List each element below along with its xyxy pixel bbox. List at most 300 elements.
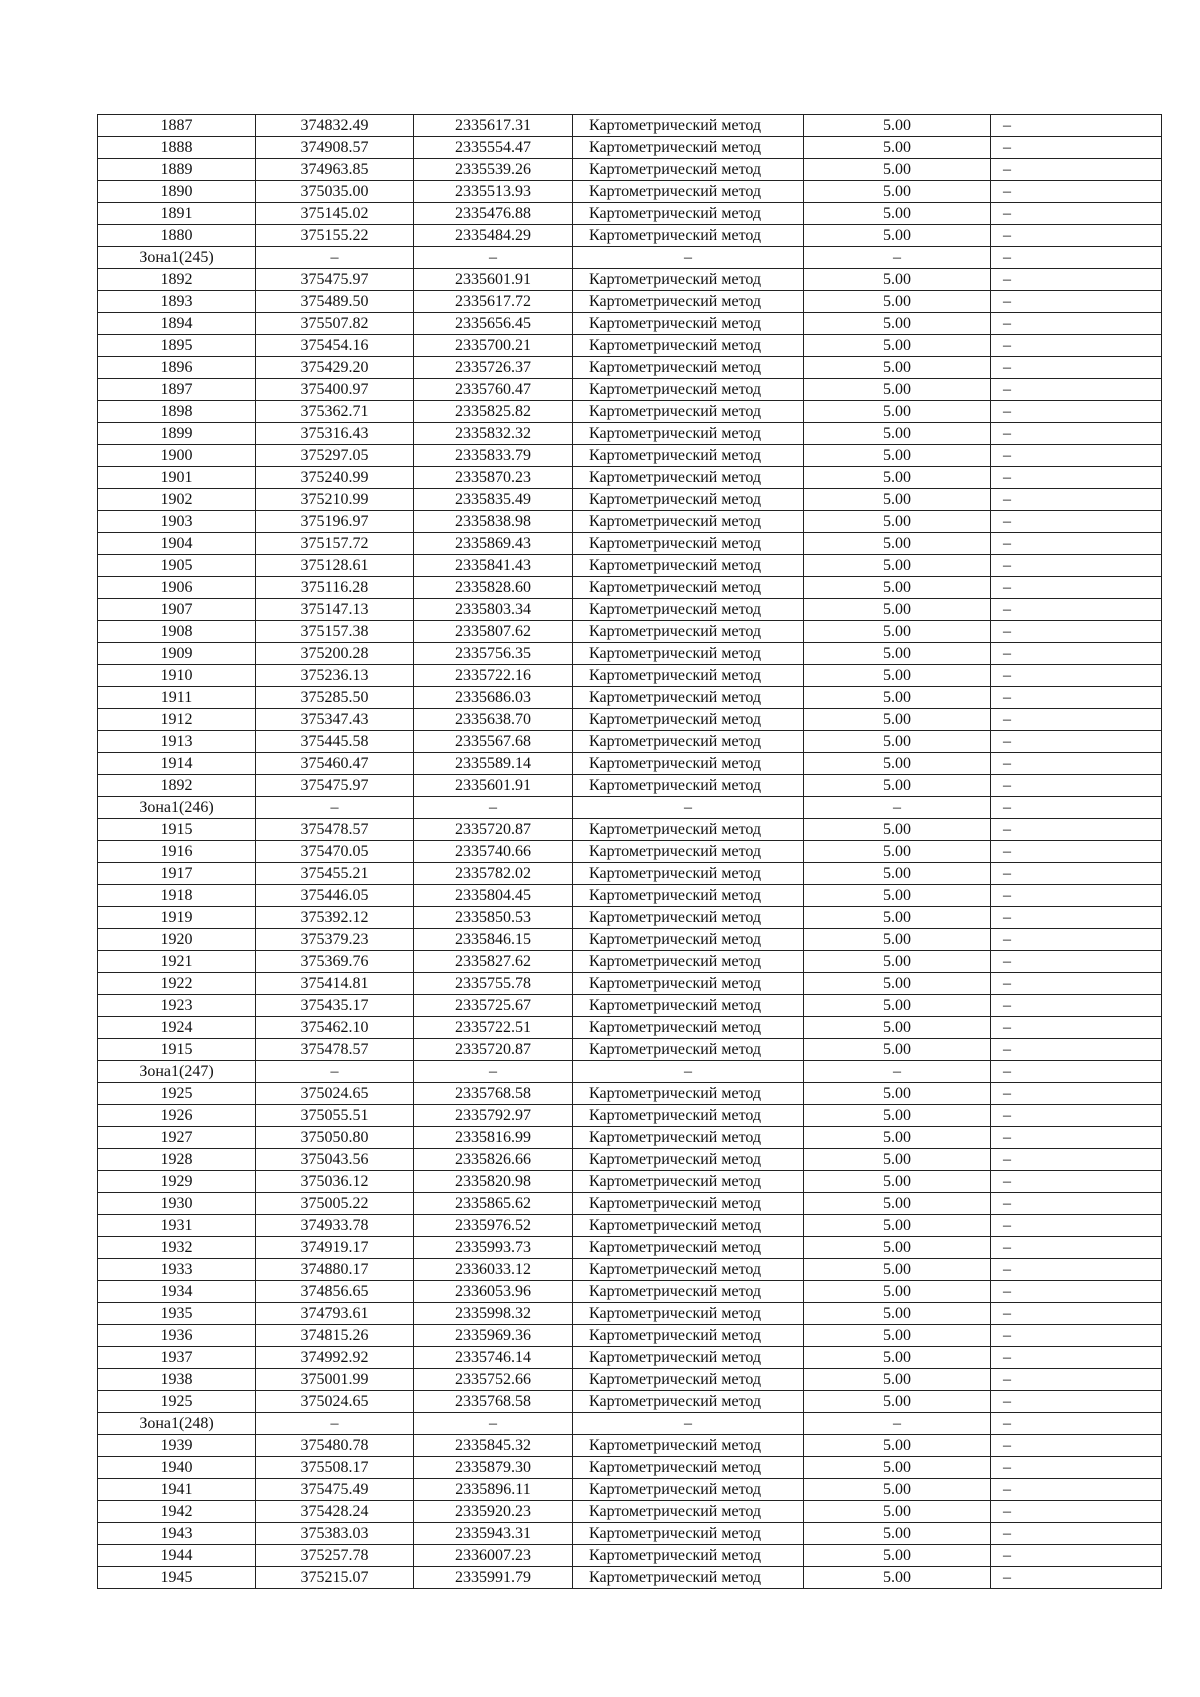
- note-cell: –: [991, 1193, 1162, 1215]
- point-id-cell: 1922: [98, 973, 256, 995]
- method-cell: Картометрический метод: [573, 1193, 804, 1215]
- y-coordinate-cell: 2335841.43: [414, 555, 573, 577]
- x-coordinate-cell: 375001.99: [256, 1369, 414, 1391]
- table-row: [98, 181, 1162, 203]
- table-row: [98, 137, 1162, 159]
- method-cell: Картометрический метод: [573, 1303, 804, 1325]
- note-cell: –: [991, 995, 1162, 1017]
- y-coordinate-cell: 2335755.78: [414, 973, 573, 995]
- point-id-cell: 1913: [98, 731, 256, 753]
- table-row: [98, 1501, 1162, 1523]
- table-row: [98, 1171, 1162, 1193]
- point-id-cell: 1939: [98, 1435, 256, 1457]
- accuracy-cell: 5.00: [804, 1347, 991, 1369]
- accuracy-cell: 5.00: [804, 467, 991, 489]
- method-cell: Картометрический метод: [573, 1171, 804, 1193]
- table-row: [98, 687, 1162, 709]
- x-coordinate-cell: –: [256, 1061, 414, 1083]
- y-coordinate-cell: 2335896.11: [414, 1479, 573, 1501]
- y-coordinate-cell: 2335833.79: [414, 445, 573, 467]
- table-row: [98, 401, 1162, 423]
- note-cell: –: [991, 291, 1162, 313]
- y-coordinate-cell: 2335827.62: [414, 951, 573, 973]
- table-row: [98, 951, 1162, 973]
- point-id-cell: 1929: [98, 1171, 256, 1193]
- x-coordinate-cell: 375478.57: [256, 819, 414, 841]
- y-coordinate-cell: 2335686.03: [414, 687, 573, 709]
- x-coordinate-cell: 375470.05: [256, 841, 414, 863]
- y-coordinate-cell: 2335740.66: [414, 841, 573, 863]
- accuracy-cell: 5.00: [804, 1193, 991, 1215]
- point-id-cell: 1902: [98, 489, 256, 511]
- note-cell: –: [991, 709, 1162, 731]
- x-coordinate-cell: 375200.28: [256, 643, 414, 665]
- x-coordinate-cell: –: [256, 247, 414, 269]
- method-cell: Картометрический метод: [573, 665, 804, 687]
- accuracy-cell: 5.00: [804, 1215, 991, 1237]
- table-row: [98, 621, 1162, 643]
- note-cell: –: [991, 269, 1162, 291]
- table-row: [98, 1457, 1162, 1479]
- method-cell: Картометрический метод: [573, 423, 804, 445]
- method-cell: Картометрический метод: [573, 1105, 804, 1127]
- accuracy-cell: –: [804, 1413, 991, 1435]
- point-id-cell: 1943: [98, 1523, 256, 1545]
- zone-header-row: [98, 247, 1162, 269]
- note-cell: –: [991, 775, 1162, 797]
- note-cell: –: [991, 137, 1162, 159]
- method-cell: Картометрический метод: [573, 225, 804, 247]
- point-id-cell: 1931: [98, 1215, 256, 1237]
- method-cell: Картометрический метод: [573, 1369, 804, 1391]
- y-coordinate-cell: 2335539.26: [414, 159, 573, 181]
- y-coordinate-cell: 2335825.82: [414, 401, 573, 423]
- table-row: [98, 1369, 1162, 1391]
- y-coordinate-cell: 2335816.99: [414, 1127, 573, 1149]
- table-row: [98, 379, 1162, 401]
- point-id-cell: 1933: [98, 1259, 256, 1281]
- table-row: [98, 1479, 1162, 1501]
- x-coordinate-cell: 375475.49: [256, 1479, 414, 1501]
- method-cell: Картометрический метод: [573, 621, 804, 643]
- coordinates-table: [97, 114, 1162, 1589]
- method-cell: –: [573, 797, 804, 819]
- note-cell: –: [991, 819, 1162, 841]
- accuracy-cell: 5.00: [804, 1017, 991, 1039]
- x-coordinate-cell: 375414.81: [256, 973, 414, 995]
- point-id-cell: 1919: [98, 907, 256, 929]
- accuracy-cell: 5.00: [804, 1369, 991, 1391]
- note-cell: –: [991, 621, 1162, 643]
- y-coordinate-cell: 2335993.73: [414, 1237, 573, 1259]
- method-cell: Картометрический метод: [573, 1127, 804, 1149]
- x-coordinate-cell: 374963.85: [256, 159, 414, 181]
- point-id-cell: 1908: [98, 621, 256, 643]
- point-id-cell: 1888: [98, 137, 256, 159]
- point-id-cell: 1917: [98, 863, 256, 885]
- note-cell: –: [991, 225, 1162, 247]
- y-coordinate-cell: 2335476.88: [414, 203, 573, 225]
- x-coordinate-cell: 374815.26: [256, 1325, 414, 1347]
- x-coordinate-cell: –: [256, 1413, 414, 1435]
- note-cell: –: [991, 929, 1162, 951]
- note-cell: –: [991, 247, 1162, 269]
- table-row: [98, 1325, 1162, 1347]
- table-row: [98, 1149, 1162, 1171]
- zone-header-row: [98, 797, 1162, 819]
- x-coordinate-cell: 375145.02: [256, 203, 414, 225]
- zone-header-row: [98, 1061, 1162, 1083]
- point-id-cell: 1915: [98, 1039, 256, 1061]
- method-cell: Картометрический метод: [573, 357, 804, 379]
- note-cell: –: [991, 1435, 1162, 1457]
- point-id-cell: 1935: [98, 1303, 256, 1325]
- x-coordinate-cell: 374832.49: [256, 115, 414, 137]
- note-cell: –: [991, 1281, 1162, 1303]
- y-coordinate-cell: 2335976.52: [414, 1215, 573, 1237]
- y-coordinate-cell: 2335513.93: [414, 181, 573, 203]
- point-id-cell: 1937: [98, 1347, 256, 1369]
- table-row: [98, 1303, 1162, 1325]
- point-id-cell: 1897: [98, 379, 256, 401]
- y-coordinate-cell: 2335991.79: [414, 1567, 573, 1589]
- point-id-cell: 1905: [98, 555, 256, 577]
- y-coordinate-cell: 2335722.16: [414, 665, 573, 687]
- accuracy-cell: 5.00: [804, 709, 991, 731]
- y-coordinate-cell: 2335484.29: [414, 225, 573, 247]
- y-coordinate-cell: 2335756.35: [414, 643, 573, 665]
- point-id-cell: 1906: [98, 577, 256, 599]
- note-cell: –: [991, 863, 1162, 885]
- accuracy-cell: 5.00: [804, 775, 991, 797]
- point-id-cell: 1889: [98, 159, 256, 181]
- table-row: [98, 709, 1162, 731]
- method-cell: Картометрический метод: [573, 1501, 804, 1523]
- y-coordinate-cell: 2335768.58: [414, 1083, 573, 1105]
- table-row: [98, 357, 1162, 379]
- accuracy-cell: 5.00: [804, 1391, 991, 1413]
- y-coordinate-cell: 2335870.23: [414, 467, 573, 489]
- table-row: [98, 1567, 1162, 1589]
- note-cell: –: [991, 1127, 1162, 1149]
- y-coordinate-cell: 2335782.02: [414, 863, 573, 885]
- method-cell: Картометрический метод: [573, 379, 804, 401]
- note-cell: –: [991, 599, 1162, 621]
- point-id-cell: Зона1(245): [98, 247, 256, 269]
- x-coordinate-cell: 375478.57: [256, 1039, 414, 1061]
- method-cell: Картометрический метод: [573, 687, 804, 709]
- method-cell: Картометрический метод: [573, 863, 804, 885]
- table-row: [98, 423, 1162, 445]
- x-coordinate-cell: 374793.61: [256, 1303, 414, 1325]
- accuracy-cell: 5.00: [804, 819, 991, 841]
- accuracy-cell: 5.00: [804, 599, 991, 621]
- note-cell: –: [991, 1347, 1162, 1369]
- point-id-cell: 1938: [98, 1369, 256, 1391]
- accuracy-cell: 5.00: [804, 907, 991, 929]
- point-id-cell: 1928: [98, 1149, 256, 1171]
- accuracy-cell: 5.00: [804, 1325, 991, 1347]
- x-coordinate-cell: 375362.71: [256, 401, 414, 423]
- accuracy-cell: 5.00: [804, 1127, 991, 1149]
- x-coordinate-cell: 375489.50: [256, 291, 414, 313]
- point-id-cell: 1944: [98, 1545, 256, 1567]
- y-coordinate-cell: 2335752.66: [414, 1369, 573, 1391]
- x-coordinate-cell: 375462.10: [256, 1017, 414, 1039]
- accuracy-cell: 5.00: [804, 1523, 991, 1545]
- method-cell: Картометрический метод: [573, 335, 804, 357]
- note-cell: –: [991, 951, 1162, 973]
- y-coordinate-cell: 2335850.53: [414, 907, 573, 929]
- point-id-cell: 1920: [98, 929, 256, 951]
- point-id-cell: 1921: [98, 951, 256, 973]
- note-cell: –: [991, 797, 1162, 819]
- x-coordinate-cell: 375257.78: [256, 1545, 414, 1567]
- note-cell: –: [991, 1523, 1162, 1545]
- table-row: [98, 1281, 1162, 1303]
- note-cell: –: [991, 1457, 1162, 1479]
- method-cell: –: [573, 247, 804, 269]
- y-coordinate-cell: 2335554.47: [414, 137, 573, 159]
- accuracy-cell: 5.00: [804, 313, 991, 335]
- point-id-cell: 1896: [98, 357, 256, 379]
- x-coordinate-cell: –: [256, 797, 414, 819]
- note-cell: –: [991, 445, 1162, 467]
- table-row: [98, 225, 1162, 247]
- table-row: [98, 533, 1162, 555]
- point-id-cell: 1900: [98, 445, 256, 467]
- accuracy-cell: 5.00: [804, 225, 991, 247]
- accuracy-cell: 5.00: [804, 137, 991, 159]
- point-id-cell: 1932: [98, 1237, 256, 1259]
- point-id-cell: 1899: [98, 423, 256, 445]
- accuracy-cell: 5.00: [804, 577, 991, 599]
- point-id-cell: 1895: [98, 335, 256, 357]
- x-coordinate-cell: 375043.56: [256, 1149, 414, 1171]
- accuracy-cell: 5.00: [804, 533, 991, 555]
- table-row: [98, 335, 1162, 357]
- accuracy-cell: 5.00: [804, 753, 991, 775]
- method-cell: Картометрический метод: [573, 401, 804, 423]
- accuracy-cell: 5.00: [804, 489, 991, 511]
- note-cell: –: [991, 423, 1162, 445]
- note-cell: –: [991, 973, 1162, 995]
- y-coordinate-cell: 2335722.51: [414, 1017, 573, 1039]
- y-coordinate-cell: 2335725.67: [414, 995, 573, 1017]
- y-coordinate-cell: 2335726.37: [414, 357, 573, 379]
- zone-header-row: [98, 1413, 1162, 1435]
- table-row: [98, 445, 1162, 467]
- method-cell: Картометрический метод: [573, 1325, 804, 1347]
- method-cell: Картометрический метод: [573, 1237, 804, 1259]
- accuracy-cell: 5.00: [804, 115, 991, 137]
- y-coordinate-cell: 2335845.32: [414, 1435, 573, 1457]
- method-cell: Картометрический метод: [573, 1259, 804, 1281]
- y-coordinate-cell: 2335746.14: [414, 1347, 573, 1369]
- x-coordinate-cell: 375392.12: [256, 907, 414, 929]
- accuracy-cell: 5.00: [804, 357, 991, 379]
- point-id-cell: 1934: [98, 1281, 256, 1303]
- accuracy-cell: 5.00: [804, 401, 991, 423]
- y-coordinate-cell: 2335865.62: [414, 1193, 573, 1215]
- note-cell: –: [991, 203, 1162, 225]
- accuracy-cell: 5.00: [804, 511, 991, 533]
- method-cell: Картометрический метод: [573, 489, 804, 511]
- method-cell: Картометрический метод: [573, 731, 804, 753]
- method-cell: Картометрический метод: [573, 1083, 804, 1105]
- accuracy-cell: 5.00: [804, 841, 991, 863]
- method-cell: Картометрический метод: [573, 1149, 804, 1171]
- document-page: [97, 114, 1161, 1589]
- note-cell: –: [991, 1171, 1162, 1193]
- table-row: [98, 1039, 1162, 1061]
- note-cell: –: [991, 665, 1162, 687]
- point-id-cell: Зона1(246): [98, 797, 256, 819]
- table-row: [98, 775, 1162, 797]
- accuracy-cell: 5.00: [804, 203, 991, 225]
- table-row: [98, 1215, 1162, 1237]
- note-cell: –: [991, 1017, 1162, 1039]
- note-cell: –: [991, 1039, 1162, 1061]
- point-id-cell: 1927: [98, 1127, 256, 1149]
- method-cell: Картометрический метод: [573, 577, 804, 599]
- y-coordinate-cell: 2335656.45: [414, 313, 573, 335]
- y-coordinate-cell: 2335969.36: [414, 1325, 573, 1347]
- accuracy-cell: 5.00: [804, 1501, 991, 1523]
- point-id-cell: 1930: [98, 1193, 256, 1215]
- y-coordinate-cell: 2335700.21: [414, 335, 573, 357]
- y-coordinate-cell: 2335807.62: [414, 621, 573, 643]
- point-id-cell: 1912: [98, 709, 256, 731]
- note-cell: –: [991, 1061, 1162, 1083]
- accuracy-cell: 5.00: [804, 445, 991, 467]
- method-cell: Картометрический метод: [573, 159, 804, 181]
- x-coordinate-cell: 375240.99: [256, 467, 414, 489]
- point-id-cell: 1915: [98, 819, 256, 841]
- accuracy-cell: 5.00: [804, 1105, 991, 1127]
- accuracy-cell: 5.00: [804, 1567, 991, 1589]
- accuracy-cell: 5.00: [804, 643, 991, 665]
- x-coordinate-cell: 375383.03: [256, 1523, 414, 1545]
- x-coordinate-cell: 375347.43: [256, 709, 414, 731]
- accuracy-cell: –: [804, 797, 991, 819]
- point-id-cell: 1904: [98, 533, 256, 555]
- point-id-cell: 1916: [98, 841, 256, 863]
- x-coordinate-cell: 375155.22: [256, 225, 414, 247]
- point-id-cell: Зона1(247): [98, 1061, 256, 1083]
- x-coordinate-cell: 375285.50: [256, 687, 414, 709]
- table-row: [98, 995, 1162, 1017]
- accuracy-cell: 5.00: [804, 1457, 991, 1479]
- accuracy-cell: 5.00: [804, 1083, 991, 1105]
- table-row: [98, 973, 1162, 995]
- note-cell: –: [991, 1413, 1162, 1435]
- x-coordinate-cell: 375147.13: [256, 599, 414, 621]
- note-cell: –: [991, 1083, 1162, 1105]
- accuracy-cell: 5.00: [804, 995, 991, 1017]
- y-coordinate-cell: –: [414, 1413, 573, 1435]
- point-id-cell: 1940: [98, 1457, 256, 1479]
- x-coordinate-cell: 375507.82: [256, 313, 414, 335]
- note-cell: –: [991, 467, 1162, 489]
- table-row: [98, 115, 1162, 137]
- point-id-cell: 1891: [98, 203, 256, 225]
- table-row: [98, 1083, 1162, 1105]
- x-coordinate-cell: 375369.76: [256, 951, 414, 973]
- point-id-cell: 1901: [98, 467, 256, 489]
- x-coordinate-cell: 375297.05: [256, 445, 414, 467]
- accuracy-cell: 5.00: [804, 335, 991, 357]
- note-cell: –: [991, 489, 1162, 511]
- accuracy-cell: 5.00: [804, 1479, 991, 1501]
- note-cell: –: [991, 313, 1162, 335]
- y-coordinate-cell: 2335846.15: [414, 929, 573, 951]
- accuracy-cell: 5.00: [804, 181, 991, 203]
- accuracy-cell: 5.00: [804, 885, 991, 907]
- accuracy-cell: 5.00: [804, 665, 991, 687]
- x-coordinate-cell: 374908.57: [256, 137, 414, 159]
- x-coordinate-cell: 375480.78: [256, 1435, 414, 1457]
- accuracy-cell: 5.00: [804, 621, 991, 643]
- x-coordinate-cell: 375128.61: [256, 555, 414, 577]
- accuracy-cell: 5.00: [804, 1435, 991, 1457]
- accuracy-cell: 5.00: [804, 1039, 991, 1061]
- x-coordinate-cell: 375024.65: [256, 1083, 414, 1105]
- method-cell: Картометрический метод: [573, 1567, 804, 1589]
- note-cell: –: [991, 1259, 1162, 1281]
- method-cell: Картометрический метод: [573, 775, 804, 797]
- method-cell: Картометрический метод: [573, 467, 804, 489]
- accuracy-cell: 5.00: [804, 1545, 991, 1567]
- method-cell: Картометрический метод: [573, 929, 804, 951]
- x-coordinate-cell: 375005.22: [256, 1193, 414, 1215]
- x-coordinate-cell: 375116.28: [256, 577, 414, 599]
- point-id-cell: Зона1(248): [98, 1413, 256, 1435]
- y-coordinate-cell: 2335617.72: [414, 291, 573, 313]
- point-id-cell: 1936: [98, 1325, 256, 1347]
- table-row: [98, 467, 1162, 489]
- table-body: [98, 115, 1162, 1589]
- note-cell: –: [991, 555, 1162, 577]
- y-coordinate-cell: –: [414, 797, 573, 819]
- table-row: [98, 1237, 1162, 1259]
- y-coordinate-cell: 2336053.96: [414, 1281, 573, 1303]
- accuracy-cell: 5.00: [804, 1303, 991, 1325]
- table-row: [98, 819, 1162, 841]
- table-row: [98, 731, 1162, 753]
- x-coordinate-cell: 375445.58: [256, 731, 414, 753]
- note-cell: –: [991, 357, 1162, 379]
- accuracy-cell: 5.00: [804, 379, 991, 401]
- table-row: [98, 489, 1162, 511]
- accuracy-cell: 5.00: [804, 687, 991, 709]
- y-coordinate-cell: 2336033.12: [414, 1259, 573, 1281]
- note-cell: –: [991, 379, 1162, 401]
- method-cell: Картометрический метод: [573, 841, 804, 863]
- y-coordinate-cell: 2335920.23: [414, 1501, 573, 1523]
- note-cell: –: [991, 643, 1162, 665]
- y-coordinate-cell: 2335720.87: [414, 1039, 573, 1061]
- method-cell: Картометрический метод: [573, 1391, 804, 1413]
- note-cell: –: [991, 511, 1162, 533]
- y-coordinate-cell: 2335589.14: [414, 753, 573, 775]
- point-id-cell: 1924: [98, 1017, 256, 1039]
- method-cell: Картометрический метод: [573, 1039, 804, 1061]
- point-id-cell: 1923: [98, 995, 256, 1017]
- note-cell: –: [991, 841, 1162, 863]
- x-coordinate-cell: 375508.17: [256, 1457, 414, 1479]
- point-id-cell: 1914: [98, 753, 256, 775]
